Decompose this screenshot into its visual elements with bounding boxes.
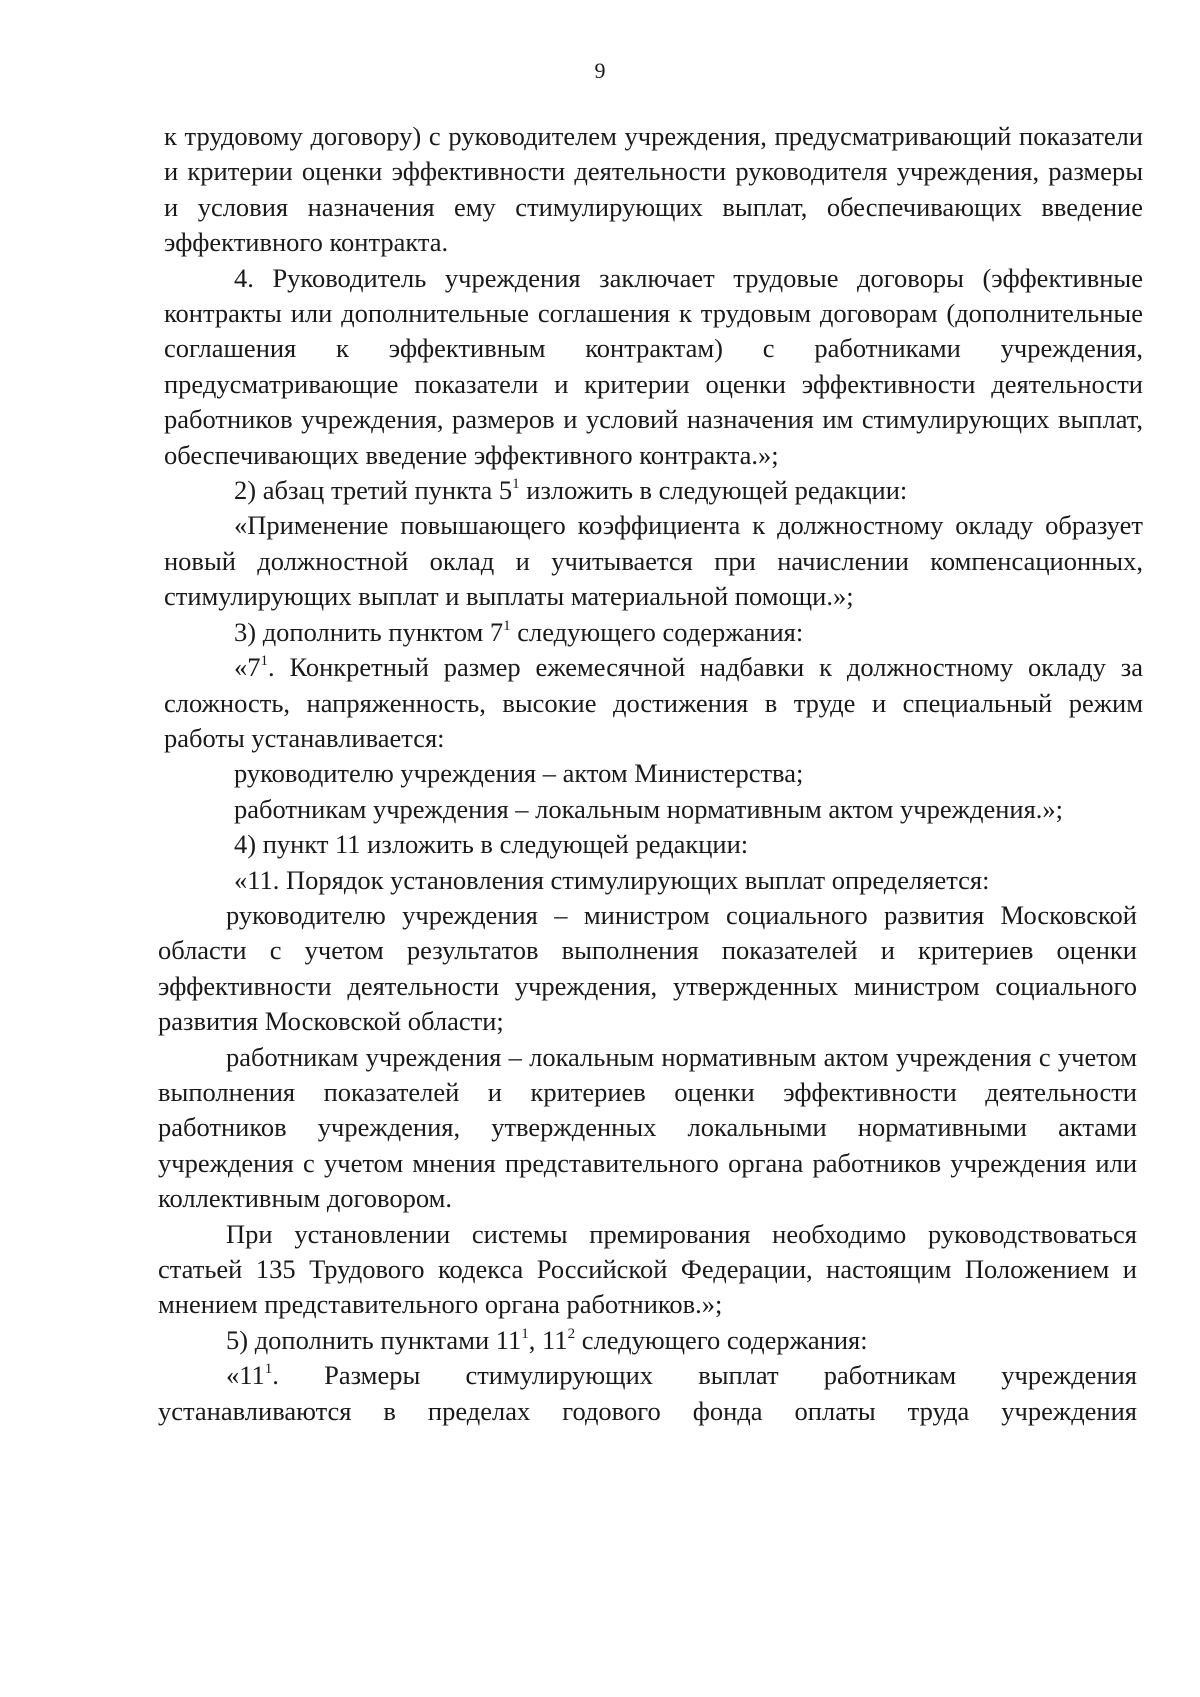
text-run: следующего содержания: [510,616,804,647]
paragraph-contract-continuation: к трудовому договору) с руководителем учреждения, предусматривающий показатели и критерии оценки эффективности деятельности руководителя учреждения, размеры и условия назначения ему стимулирующих выплат, обеспечивающих введение эффективного контракта. [164,121,1143,258]
paragraph-head-ministry-act: руководителю учреждения – актом Министерства; [234,758,804,789]
text-run: . Конкретный размер ежемесячной надбавки к должностному окладу за сложность, напряженность, высокие достижения в труде и специальный режим работы устанавливается: [164,652,1143,753]
superscript: 1 [264,1361,273,1378]
text-run: 2) абзац третий пункта 5 [234,475,513,506]
paragraph-item-11-1-continuation: устанавливаются в пределах годового фонда оплаты труда учреждения [158,1395,1137,1426]
text-run: изложить в следующей редакции: [519,475,908,506]
superscript: 2 [567,1325,576,1342]
paragraph-item-4: 4. Руководитель учреждения заключает трудовые договоры (эффективные контракты или дополнительные соглашения к трудовым договорам (дополнительные соглашения к эффективным контрактам) с работниками учреждения, предусматривающие показатели и критерии оценки эффективности деятельности работников учреждения, размеров и условий назначения им стимулирующих выплат, обеспечивающих введение эффективного контракта.»; [164,262,1143,470]
paragraph-coefficient-quote: «Применение повышающего коэффициента к должностному окладу образует новый должностной оклад и учитывается при начислении компенсационных, стимулирующих выплат и выплаты материальной помощи.»; [164,510,1143,612]
text-run: 5) дополнить пунктами 11 [226,1324,522,1355]
paragraph-item-11: «11. Порядок установления стимулирующих выплат определяется: [234,864,990,895]
superscript: 1 [260,653,268,670]
superscript: 1 [521,1325,529,1342]
paragraph-amendment-2 [164,473,1143,508]
paragraph-amendment-4: 4) пункт 11 изложить в следующей редакции: [234,829,749,860]
paragraph-item-7-1 [164,650,1143,756]
superscript: 1 [512,476,520,493]
paragraph-amendment-5 [158,1323,1137,1358]
paragraph-bonus-system: При установлении системы премирования необходимо руководствоваться статьей 135 Трудового кодекса Российской Федерации, настоящим Положением и мнением представительного органа работников.»; [158,1218,1137,1320]
paragraph-staff-local-act: работникам учреждения – локальным нормативным актом учреждения.»; [234,793,1063,824]
document-body [158,119,1143,1429]
text-run: . Размеры стимулирующих выплат работникам учреждения [272,1360,1137,1391]
paragraph-staff-criteria: работникам учреждения – локальным нормативным актом учреждения с учетом выполнения показателей и критериев оценки эффективности деятельности работников учреждения, утвержденных локальными нормативными актами учреждения с учетом мнения представительного органа работников учреждения или коллективным договором. [158,1041,1137,1214]
text-run: «7 [234,652,261,683]
text-run: «11 [226,1360,265,1391]
superscript: 1 [503,617,511,634]
paragraph-item-11-1 [158,1358,1137,1393]
text-run: , 11 [528,1324,568,1355]
paragraph-amendment-3 [164,615,1143,650]
page-number: 9 [594,58,606,83]
text-run: 3) дополнить пунктом 7 [234,616,504,647]
paragraph-head-minister: руководителю учреждения – министром социального развития Московской области с учетом результатов выполнения показателей и критериев оценки эффективности деятельности учреждения, утвержденных министром социального развития Московской области; [158,899,1137,1037]
text-run: следующего содержания: [575,1324,868,1355]
